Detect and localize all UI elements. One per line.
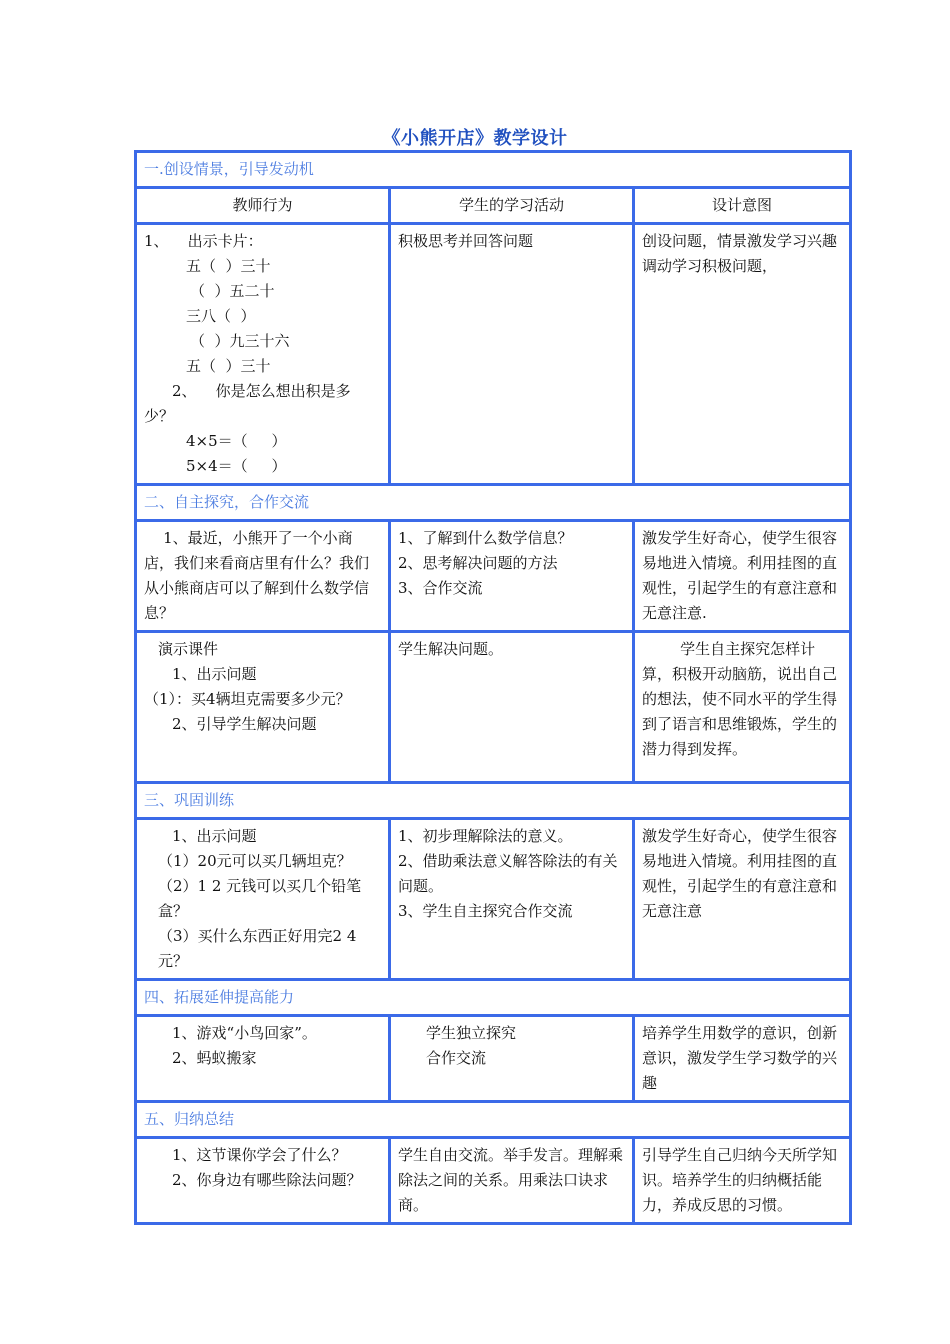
section-heading: 三、巩固训练 [136, 783, 851, 819]
text-line: 三八（ ） [186, 307, 256, 325]
text-line: 2、引导学生解决问题 [172, 715, 317, 733]
teacher-cell [136, 1138, 390, 1224]
text-line: （1）20元可以买几辆坦克？ [158, 852, 352, 870]
text-line: 1、游戏“小鸟回家”。 [172, 1024, 317, 1042]
header-intent: 设计意图 [634, 188, 851, 224]
student-cell [390, 521, 634, 632]
intent-cell [634, 632, 851, 783]
text-line: 2、思考解决问题的方法 [398, 554, 558, 572]
text-line: 1、初步理解除法的意义。 [398, 827, 573, 845]
text-line: （ ）五二十 [190, 282, 275, 300]
text-line: 2、 你是怎么想出积是多 [172, 382, 351, 400]
text-line: （3）买什么东西正好用完2 4 元？ [158, 927, 362, 970]
table-row [136, 521, 851, 632]
text-line: 演示课件 [158, 640, 219, 658]
text-line: 3、合作交流 [398, 579, 483, 597]
text-line: 1、了解到什么数学信息？ [398, 529, 573, 547]
section-heading: 四、拓展延伸提高能力 [136, 980, 851, 1016]
student-cell: 积极思考并回答问题 [390, 224, 634, 485]
table-row [136, 1016, 851, 1102]
text-line: 2、你身边有哪些除法问题？ [172, 1171, 362, 1189]
intent-cell: 激发学生好奇心，使学生很容易地进入情境。利用挂图的直观性，引起学生的有意注意和无意注意. [634, 521, 851, 632]
text-line: 1、最近，小熊开了一个小商店，我们来看商店里有什么？我们从小熊商店可以了解到什么数学信息？ [144, 529, 370, 622]
header-student: 学生的学习活动 [390, 188, 634, 224]
text-line: （2）1 2 元钱可以买几个铅笔盒？ [158, 877, 362, 920]
text-line: 1、出示问题 [172, 665, 257, 683]
intent-cell: 引导学生自己归纳今天所学知识。培养学生的归纳概括能力，养成反思的习惯。 [634, 1138, 851, 1224]
table-row [136, 632, 851, 783]
text-line: 4×5＝（ ） [186, 432, 287, 450]
header-teacher: 教师行为 [136, 188, 390, 224]
student-cell: 学生解决问题。 [390, 632, 634, 783]
text-line: 少？ [144, 407, 175, 425]
section-heading: 一.创设情景，引导发动机 [136, 152, 851, 188]
section-heading: 二、自主探究，合作交流 [136, 485, 851, 521]
table-row [136, 819, 851, 980]
text-line: （1）：买4辆坦克需要多少元？ [144, 690, 351, 708]
text-line: 五（ ）三十 [186, 357, 271, 375]
text-line: 1、出示问题 [172, 827, 257, 845]
teacher-cell [136, 521, 390, 632]
section-row [136, 1102, 851, 1138]
text-line: 1、这节课你学会了什么？ [172, 1146, 347, 1164]
section-row [136, 152, 851, 188]
text-line: 五（ ）三十 [186, 257, 271, 275]
teacher-cell [136, 819, 390, 980]
table-row [136, 224, 851, 485]
text-line: 3、学生自主探究合作交流 [398, 902, 573, 920]
teacher-cell [136, 1016, 390, 1102]
header-row [136, 188, 851, 224]
text-line: （ ）九三十六 [190, 332, 290, 350]
text-line: 合作交流 [426, 1049, 487, 1067]
student-cell [390, 819, 634, 980]
lesson-plan-table [134, 150, 852, 1225]
intent-cell: 激发学生好奇心，使学生很容易地进入情境。利用挂图的直观性，引起学生的有意注意和无意注意 [634, 819, 851, 980]
intent-cell: 培养学生用数学的意识，创新意识，激发学生学习数学的兴趣 [634, 1016, 851, 1102]
text-line: 学生自主探究怎样计算，积极开动脑筋，说出自己的想法，使不同水平的学生得到了语言和思维锻炼，学生的潜力得到发挥。 [642, 640, 838, 758]
table-row [136, 1138, 851, 1224]
section-row [136, 980, 851, 1016]
text-line: 1、 出示卡片： [144, 232, 263, 250]
teacher-cell [136, 224, 390, 485]
student-cell [390, 1016, 634, 1102]
text-line: 2、蚂蚁搬家 [172, 1049, 257, 1067]
text-line: 2、借助乘法意义解答除法的有关问题。 [398, 852, 618, 895]
student-cell: 学生自由交流。举手发言。理解乘除法之间的关系。用乘法口诀求商。 [390, 1138, 634, 1224]
section-row [136, 783, 851, 819]
teacher-cell [136, 632, 390, 783]
text-line: 5×4＝（ ） [186, 457, 287, 475]
document-title: 《小熊开店》教学设计 [382, 128, 568, 149]
intent-cell: 创设问题，情景激发学习兴趣调动学习积极问题， [634, 224, 851, 485]
text-line: 学生独立探究 [426, 1024, 517, 1042]
section-heading: 五、归纳总结 [136, 1102, 851, 1138]
section-row [136, 485, 851, 521]
